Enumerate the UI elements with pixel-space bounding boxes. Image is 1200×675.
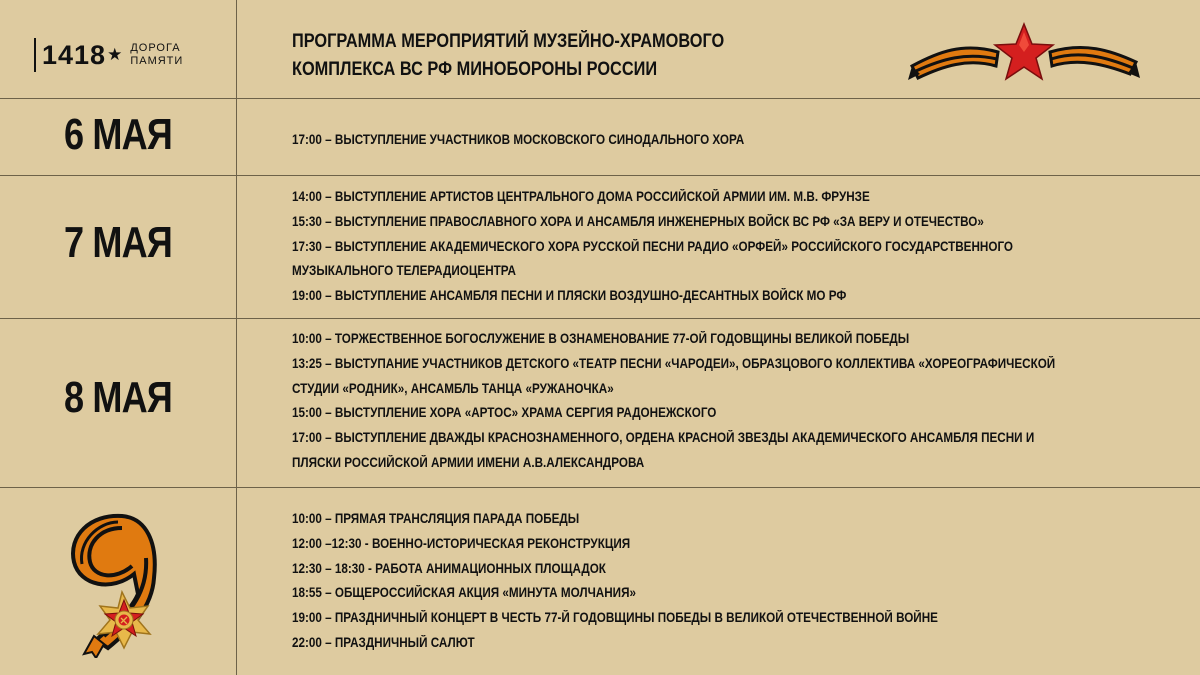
event-item: 12:00 –12:30 - ВОЕННО-ИСТОРИЧЕСКАЯ РЕКОНСТРУКЦИЯ [292, 535, 631, 551]
event-item: 17:00 – ВЫСТУПЛЕНИЕ ДВАЖДЫ КРАСНОЗНАМЕННОГО, ОРДЕНА КРАСНОЙ ЗВЕЗДЫ АКАДЕМИЧЕСКОГО АНСАМБЛЯ ПЕСНИ И [292, 430, 1035, 446]
day-label-8-may: 8 МАЯ [63, 373, 173, 422]
event-list-8-may [292, 327, 1179, 476]
event-item: 15:30 – ВЫСТУПЛЕНИЕ ПРАВОСЛАВНОГО ХОРА И АНСАМБЛЯ ИНЖЕНЕРНЫХ ВОЙСК ВС РФ «ЗА ВЕРУ И ОТЕЧЕСТВО» [292, 213, 984, 229]
event-item: ПЛЯСКИ РОССИЙСКОЙ АРМИИ ИМЕНИ А.В.АЛЕКСАНДРОВА [292, 454, 645, 470]
event-item: 19:00 – ВЫСТУПЛЕНИЕ АНСАМБЛЯ ПЕСНИ И ПЛЯСКИ ВОЗДУШНО-ДЕСАНТНЫХ ВОЙСК МО РФ [292, 288, 847, 304]
event-item: 10:00 – ПРЯМАЯ ТРАНСЛЯЦИЯ ПАРАДА ПОБЕДЫ [292, 511, 580, 526]
title-line1: ПРОГРАММА МЕРОПРИЯТИЙ МУЗЕЙНО-ХРАМОВОГО [292, 31, 725, 52]
event-item: 17:30 – ВЫСТУПЛЕНИЕ АКАДЕМИЧЕСКОГО ХОРА РУССКОЙ ПЕСНИ РАДИО «ОРФЕЙ» РОССИЙСКОГО ГОСУДАРСТВЕННОГО [292, 238, 1014, 254]
event-item: 13:25 – ВЫСТУПАНИЕ УЧАСТНИКОВ ДЕТСКОГО «ТЕАТР ПЕСНИ «ЧАРОДЕИ», ОБРАЗЦОВОГО КОЛЛЕКТИВА «ХОРЕОГРАФИЧЕСКОЙ [292, 355, 1056, 371]
title-line2: КОМПЛЕКСА ВС РФ МИНОБОРОНЫ РОССИИ [292, 59, 658, 80]
row-divider [0, 175, 1200, 176]
column-divider [236, 0, 237, 675]
event-item: 15:00 – ВЫСТУПЛЕНИЕ ХОРА «АРТОС» ХРАМА СЕРГИЯ РАДОНЕЖСКОГО [292, 405, 717, 421]
row-divider [0, 98, 1200, 99]
event-list-7-may [292, 185, 1130, 309]
logo-bar [34, 38, 36, 72]
logo-number: 1418 [42, 40, 107, 70]
event-item: МУЗЫКАЛЬНОГО ТЕЛЕРАДИОЦЕНТРА [292, 263, 517, 279]
event-list-6-may [292, 128, 818, 153]
row-divider [0, 318, 1200, 319]
event-item: 19:00 – ПРАЗДНИЧНЫЙ КОНЦЕРТ В ЧЕСТЬ 77-Й ГОДОВЩИНЫ ПОБЕДЫ В ВЕЛИКОЙ ОТЕЧЕСТВЕННОЙ ВОЙНЕ [292, 610, 938, 626]
st-george-ribbon-star-icon [908, 22, 1140, 84]
logo-text-line2: ПАМЯТИ [130, 55, 184, 67]
page-title [292, 28, 774, 84]
logo [34, 38, 183, 72]
logo-text-line1: ДОРОГА [130, 42, 181, 54]
row-divider [0, 487, 1200, 488]
event-item: СТУДИИ «РОДНИК», АНСАМБЛЬ ТАНЦА «РУЖАНОЧКА» [292, 380, 614, 396]
event-item: 17:00 – ВЫСТУПЛЕНИЕ УЧАСТНИКОВ МОСКОВСКОГО СИНОДАЛЬНОГО ХОРА [292, 132, 745, 147]
event-item: 14:00 – ВЫСТУПЛЕНИЕ АРТИСТОВ ЦЕНТРАЛЬНОГО ДОМА РОССИЙСКОЙ АРМИИ ИМ. М.В. ФРУНЗЕ [292, 189, 870, 204]
event-item: 10:00 – ТОРЖЕСТВЕННОЕ БОГОСЛУЖЕНИЕ В ОЗНАМЕНОВАНИЕ 77-ОЙ ГОДОВЩИНЫ ВЕЛИКОЙ ПОБЕДЫ [292, 331, 910, 346]
nine-ribbon-order-icon [60, 508, 170, 658]
event-item: 18:55 – ОБЩЕРОССИЙСКАЯ АКЦИЯ «МИНУТА МОЛЧАНИЯ» [292, 585, 636, 601]
logo-text [130, 42, 183, 68]
logo-star-icon: ★ [107, 45, 123, 64]
event-item: 12:30 – 18:30 - РАБОТА АНИМАЦИОННЫХ ПЛОЩАДОК [292, 560, 606, 576]
day-label-7-may: 7 МАЯ [63, 218, 173, 267]
event-item: 22:00 – ПРАЗДНИЧНЫЙ САЛЮТ [292, 634, 475, 650]
day-label-6-may: 6 МАЯ [63, 110, 173, 159]
event-list-9-may [292, 507, 1043, 656]
